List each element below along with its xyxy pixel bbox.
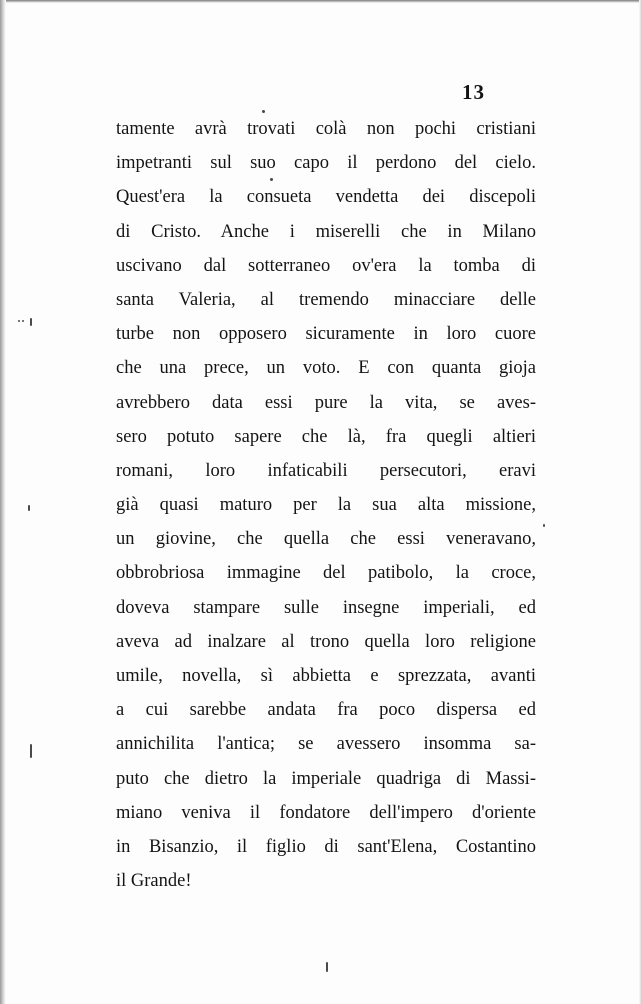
text-line-last: il Grande! <box>116 871 192 892</box>
text-line: puto che dietro la imperiale quadriga di Massi- <box>116 768 536 789</box>
text-line: che una prece, un voto. E con quanta gioja <box>116 358 536 379</box>
page-top-edge <box>0 0 642 3</box>
text-line: impetranti sul suo capo il perdono del cielo. <box>116 153 536 174</box>
print-speck <box>22 320 24 322</box>
text-line: obbrobriosa immagine del patibolo, la croce, <box>116 563 536 584</box>
text-line: annichilita l'antica; se avessero insomma sa- <box>116 734 536 755</box>
text-line: di Cristo. Anche i miserelli che in Milano <box>116 221 536 242</box>
text-line: un giovine, che quella che essi veneravano, <box>116 529 536 550</box>
text-line: Quest'era la consueta vendetta dei discepoli <box>116 187 536 208</box>
text-line: uscivano dal sotterraneo ov'era la tomba di <box>116 255 536 276</box>
print-speck <box>270 178 273 181</box>
text-line: tamente avrà trovati colà non pochi cristiani <box>116 119 536 139</box>
text-line: a cui sarebbe andata fra poco dispersa ed <box>116 700 536 721</box>
page-binding-gutter <box>0 0 6 1004</box>
text-line: sero potuto sapere che là, fra quegli altieri <box>116 426 536 447</box>
text-line: in Bisanzio, il figlio di sant'Elena, Costantino <box>116 836 536 857</box>
text-line: aveva ad inalzare al trono quella loro religione <box>116 631 536 652</box>
print-speck <box>30 318 32 326</box>
print-speck <box>326 962 328 972</box>
text-line: già quasi maturo per la sua alta missione, <box>116 495 536 516</box>
text-line: santa Valeria, al tremendo minacciare delle <box>116 289 536 310</box>
text-line: miano veniva il fondatore dell'impero d'oriente <box>116 802 536 823</box>
text-line: doveva stampare sulle insegne imperiali, ed <box>116 597 536 618</box>
text-line: umile, novella, sì abbietta e sprezzata, avanti <box>116 666 536 686</box>
print-speck <box>30 744 32 758</box>
text-line: turbe non opposero sicuramente in loro cuore <box>116 324 536 345</box>
text-line: avrebbero data essi pure la vita, se aves- <box>116 392 536 413</box>
print-speck <box>543 524 545 527</box>
page-number: 13 <box>462 80 485 104</box>
body-text <box>116 112 536 898</box>
print-speck <box>28 505 30 511</box>
print-speck <box>18 320 20 322</box>
print-speck <box>262 110 265 113</box>
text-line: romani, loro infaticabili persecutori, eravi <box>116 460 536 481</box>
